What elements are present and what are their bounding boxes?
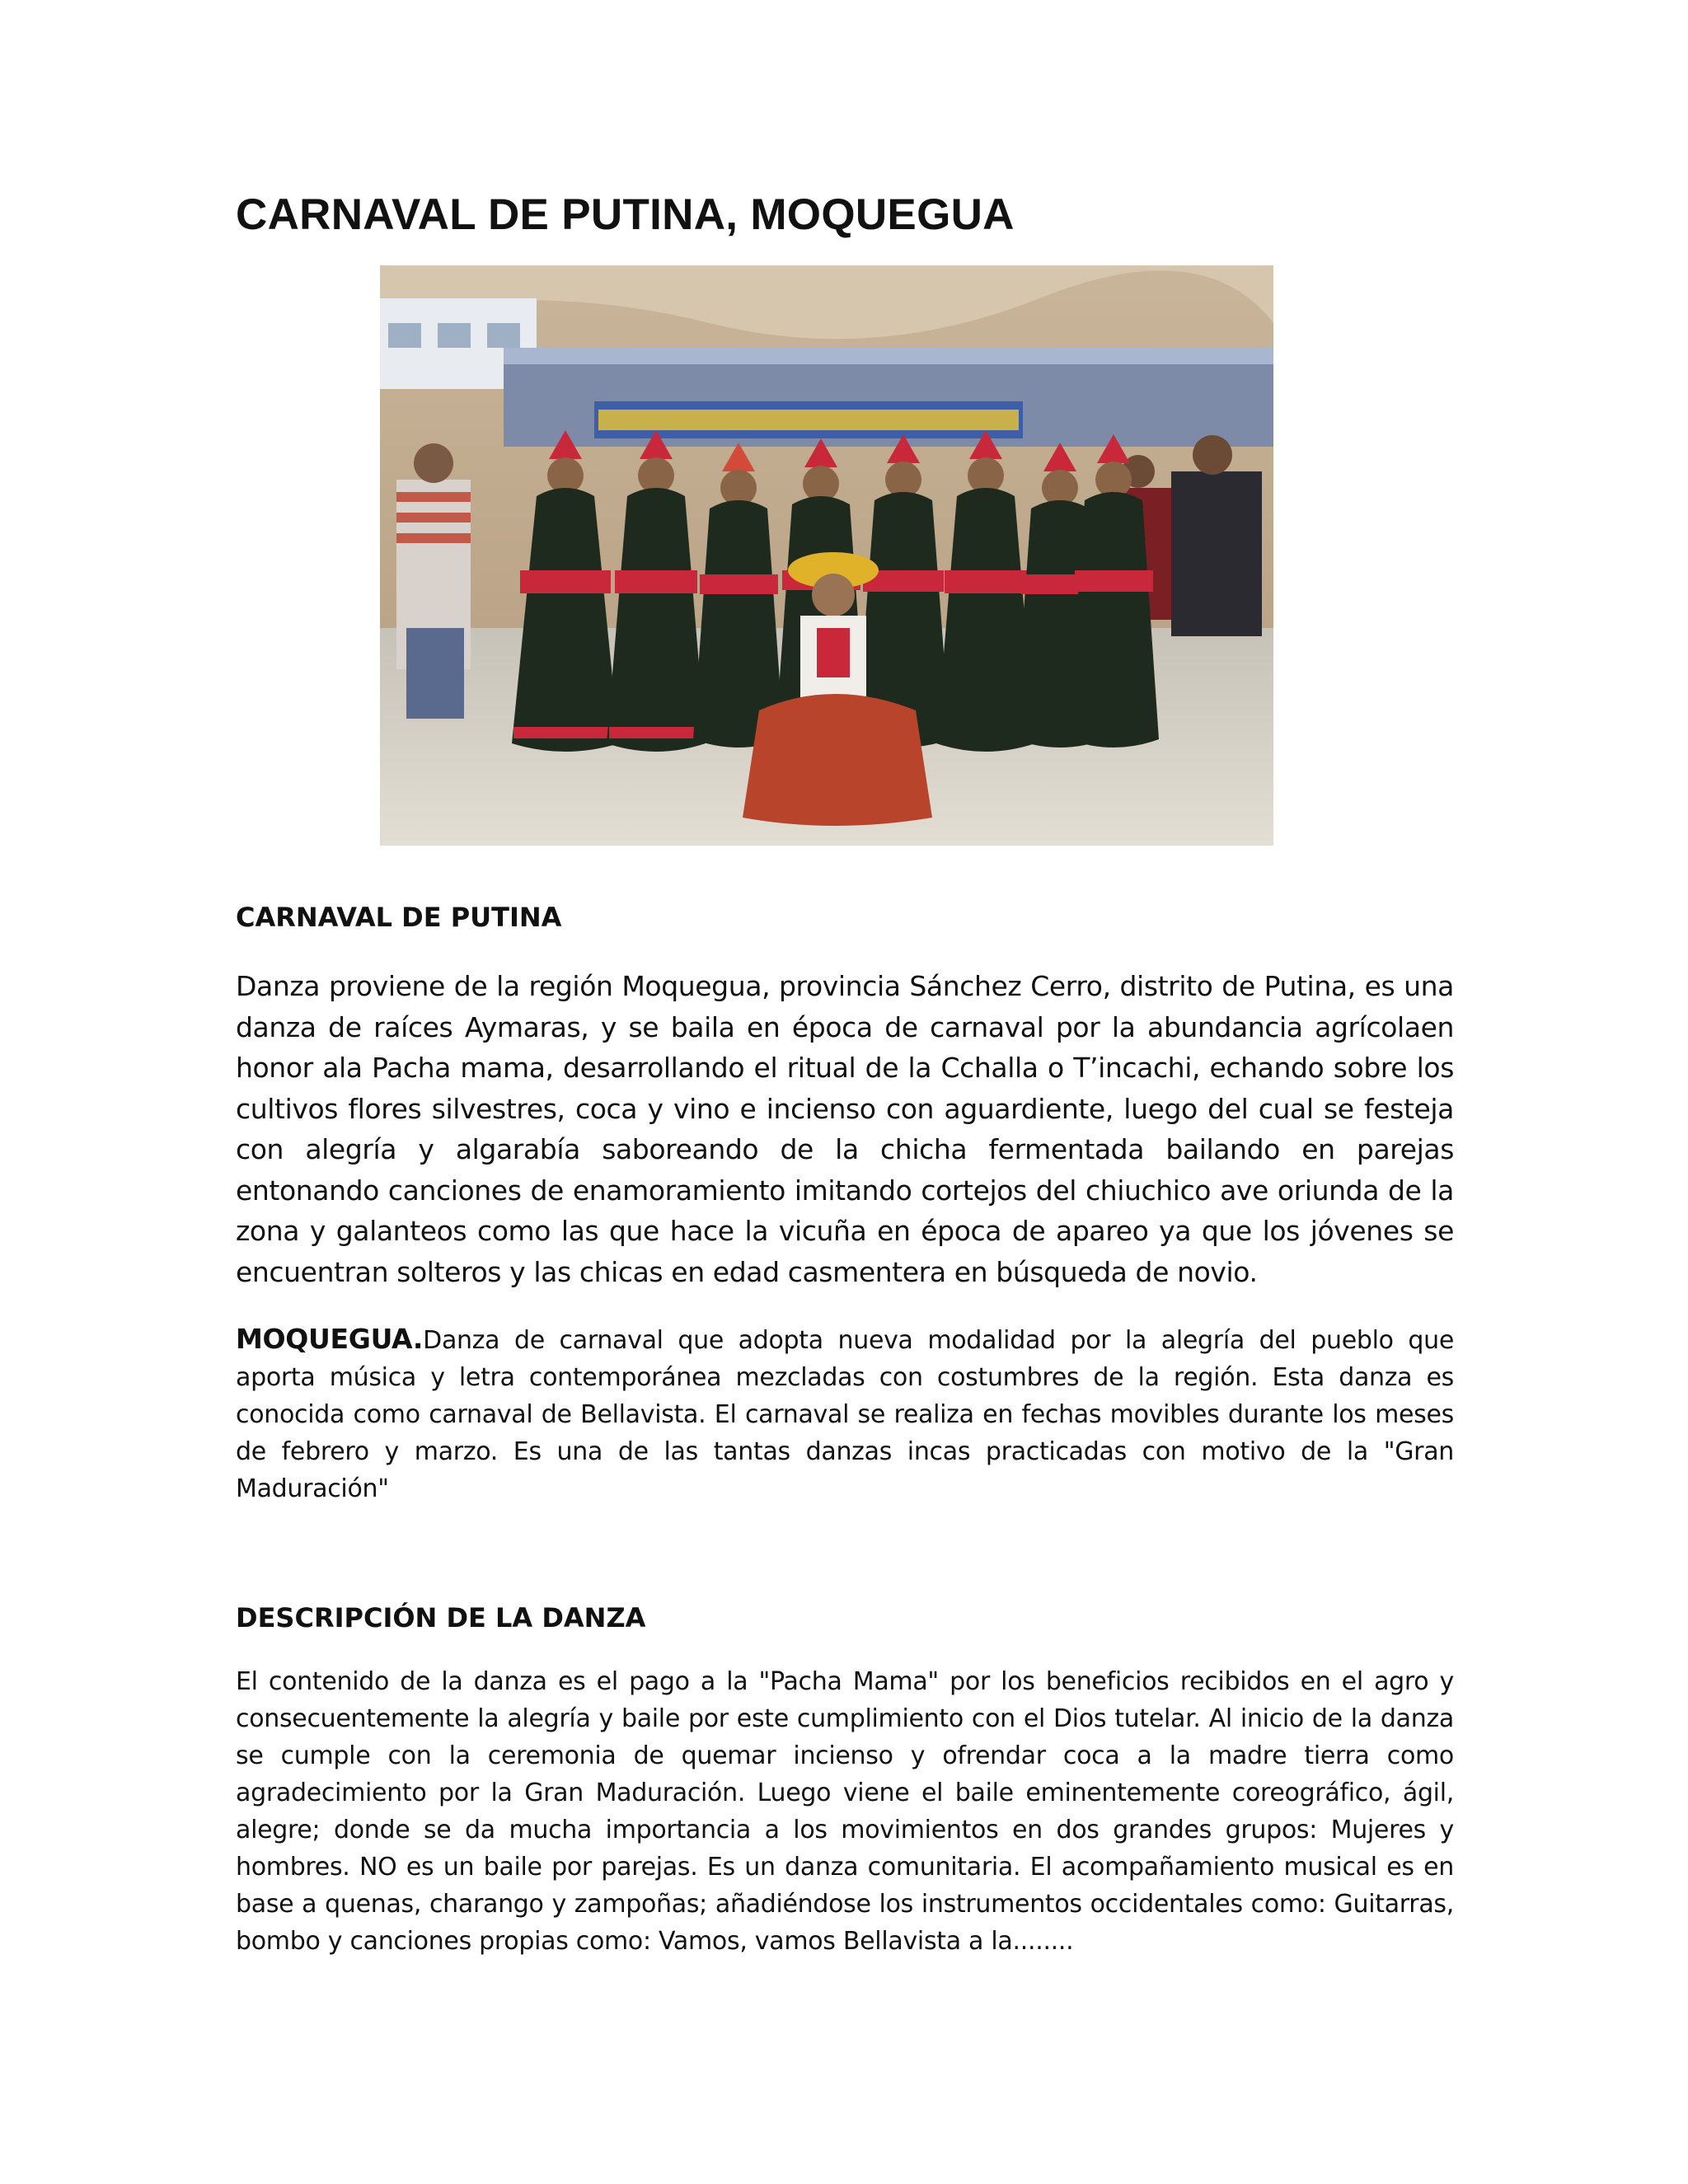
section-heading-putina: CARNAVAL DE PUTINA (236, 902, 562, 933)
paragraph-moquegua (236, 1320, 1454, 1507)
carnival-photo (380, 265, 1273, 846)
section-heading-descripcion: DESCRIPCIÓN DE LA DANZA (236, 1602, 646, 1633)
moquegua-lead: MOQUEGUA. (236, 1323, 424, 1355)
paragraph-putina: Danza proviene de la región Moquegua, provincia Sánchez Cerro, distrito de Putina, es una danza de raíces Aymaras, y se baila en época de carnaval por la abundancia agrícolaen honor ala Pacha mama, desarrollando el ritual de la Cchalla o T’incachi, echando sobre los cultivos flores silvestres, coca y vino e incienso con aguardiente, luego del cual se festeja con alegría y algarabía saboreando de la chicha fermentada bailando en parejas entonando canciones de enamoramiento imitando cortejos del chiuchico ave oriunda de la zona y galanteos como las que hace la vicuña en época de apareo ya que los jóvenes se encuentran solteros y las chicas en edad casmentera en búsqueda de novio. (236, 970, 1454, 1288)
document-title: CARNAVAL DE PUTINA, MOQUEGUA (236, 190, 1015, 239)
moquegua-text: Danza de carnaval que adopta nueva modalidad por la alegría del pueblo que aporta música y letra contemporánea mezcladas con costumbres de la región. Esta danza es conocida como carnaval de Bellavista. El carnaval se realiza en fechas movibles durante los meses de febrero y marzo. Es una de las tantas danzas incas practicadas con motivo de la "Gran Maduración" (236, 1326, 1454, 1503)
paragraph-descripcion: El contenido de la danza es el pago a la "Pacha Mama" por los beneficios recibidos en el agro y consecuentemente la alegría y baile por este cumplimiento con el Dios tutelar. Al inicio de la danza se cumple con la ceremonia de quemar incienso y ofrendar coca a la madre tierra como agradecimiento por la Gran Maduración. Luego viene el baile eminentemente coreográfico, ágil, alegre; donde se da mucha importancia a los movimientos en dos grandes grupos: Mujeres y hombres. NO es un baile por parejas. Es un danza comunitaria. El acompañamiento musical es en base a quenas, charango y zampoñas; añadiéndose los instrumentos occidentales como: Guitarras, bombo y canciones propias como: Vamos, vamos Bellavista a la........ (236, 1667, 1454, 1956)
